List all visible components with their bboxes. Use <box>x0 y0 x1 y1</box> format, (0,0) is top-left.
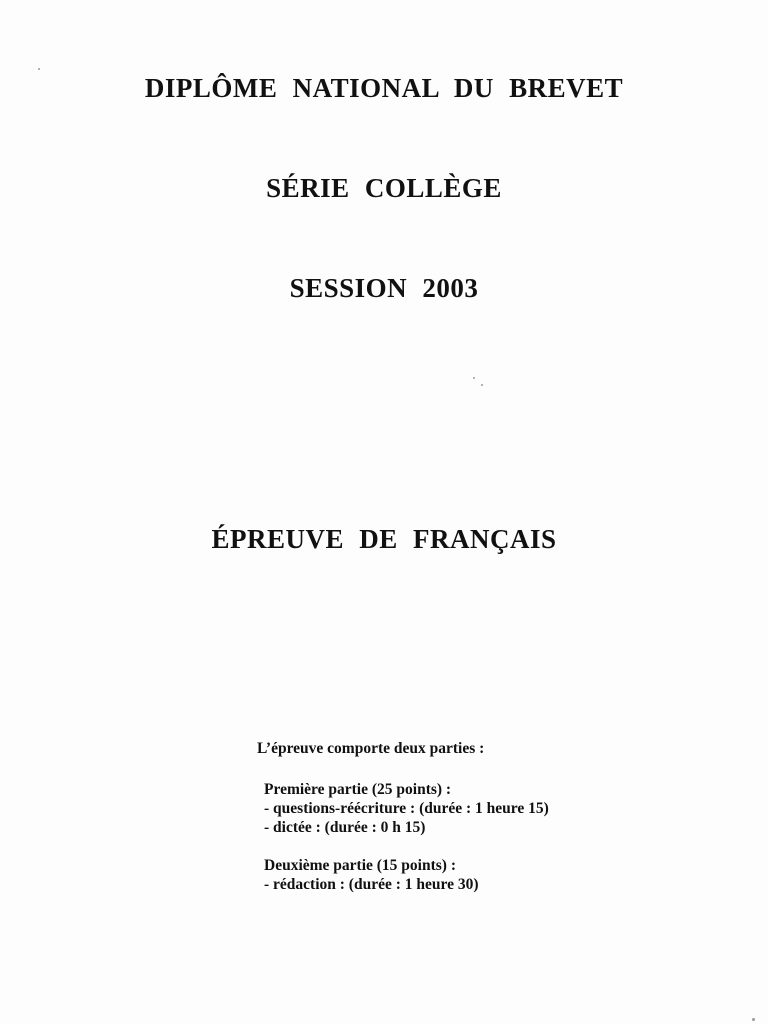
part-one-block <box>257 780 677 837</box>
scan-speck <box>38 68 40 70</box>
session-title: SESSION 2003 <box>289 273 479 303</box>
part-two-title: Deuxième partie (15 points) : <box>264 857 456 874</box>
exam-intro: L’épreuve comporte deux parties : <box>257 740 485 757</box>
series-title: SÉRIE COLLÈGE <box>266 173 502 203</box>
part-one-item-questions: - questions-réécriture : (durée : 1 heure 15) <box>264 800 549 817</box>
part-one-title: Première partie (25 points) : <box>264 781 452 798</box>
scan-speck <box>752 1018 755 1021</box>
exam-details <box>257 739 677 894</box>
scan-speck <box>473 377 475 379</box>
diploma-title: DIPLÔME NATIONAL DU BREVET <box>144 73 624 103</box>
scan-speck <box>481 384 483 386</box>
exam-title: ÉPREUVE DE FRANÇAIS <box>211 524 557 554</box>
part-one-item-dictation: - dictée : (durée : 0 h 15) <box>264 819 426 836</box>
part-two-block <box>257 856 677 894</box>
part-two-item-writing: - rédaction : (durée : 1 heure 30) <box>264 876 479 893</box>
